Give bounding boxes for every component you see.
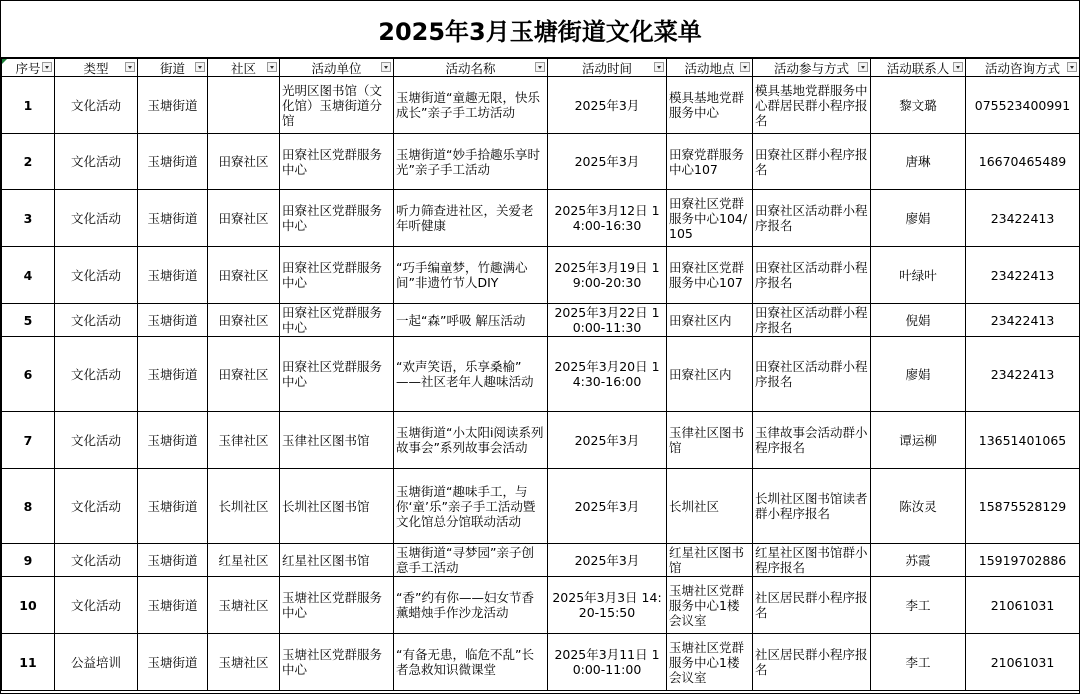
cell-location[interactable]: 田寮社区内 [667,304,753,337]
table-row[interactable] [2,469,1080,544]
cell-time[interactable]: 2025年3月11日 10:00-11:00 [548,634,667,691]
cell-location[interactable]: 田寮社区党群服务中心107 [667,247,753,304]
cell-time[interactable]: 2025年3月19日 19:00-20:30 [548,247,667,304]
cell-signup-method[interactable]: 田寮社区群小程序报名 [753,134,871,190]
cell-street[interactable]: 玉塘街道 [138,544,208,577]
header-label: 活动联系人 [886,60,950,76]
cell-type[interactable]: 文化活动 [55,134,138,190]
cell-activity-name[interactable]: 玉塘街道“寻梦园”亲子创意手工活动 [394,544,548,577]
header-label: 活动时间 [581,60,632,76]
cell-community[interactable]: 田寮社区 [208,134,280,190]
cell-contact[interactable]: 谭运柳 [871,412,966,469]
cell-organizer[interactable]: 红星社区图书馆 [280,544,394,577]
cell-contact[interactable]: 李工 [871,577,966,634]
header-label: 活动参与方式 [773,60,849,76]
cell-time[interactable]: 2025年3月20日 14:30-16:00 [548,337,667,412]
cell-type[interactable]: 文化活动 [55,469,138,544]
header-cell [394,59,548,77]
header-cell [55,59,138,77]
cell-type[interactable]: 文化活动 [55,304,138,337]
cell-contact[interactable]: 黎文璐 [871,77,966,134]
cell-type[interactable]: 文化活动 [55,190,138,247]
cell-contact[interactable]: 苏霞 [871,544,966,577]
cell-organizer[interactable]: 田寮社区党群服务中心 [280,190,394,247]
cell-activity-name[interactable]: 听力筛查进社区，关爱老年听健康 [394,190,548,247]
cell-type[interactable]: 文化活动 [55,337,138,412]
table-row[interactable] [2,304,1080,337]
header-label: 序号 [15,60,41,76]
table-row[interactable] [2,412,1080,469]
cell-location[interactable]: 玉律社区图书馆 [667,412,753,469]
cell-activity-name[interactable]: 一起“森”呼吸 解压活动 [394,304,548,337]
header-cell [871,59,966,77]
cell-street[interactable]: 玉塘街道 [138,412,208,469]
header-cell [667,59,753,77]
cell-index[interactable]: 2 [2,134,55,190]
cell-type[interactable]: 文化活动 [55,577,138,634]
cell-contact[interactable]: 李工 [871,634,966,691]
cell-location[interactable]: 田寮党群服务中心107 [667,134,753,190]
cell-street[interactable]: 玉塘街道 [138,337,208,412]
header-cell [966,59,1080,77]
cell-organizer[interactable]: 田寮社区党群服务中心 [280,247,394,304]
cell-phone[interactable]: 23422413 [966,337,1080,412]
cell-time[interactable]: 2025年3月 [548,544,667,577]
cell-index[interactable]: 10 [2,577,55,634]
cell-time[interactable]: 2025年3月 [548,77,667,134]
cell-index[interactable]: 5 [2,304,55,337]
header-label: 活动咨询方式 [984,60,1060,76]
cell-location[interactable]: 模具基地党群服务中心 [667,77,753,134]
header-row [2,59,1080,77]
cell-signup-method[interactable]: 田寮社区活动群小程序报名 [753,190,871,247]
cell-organizer[interactable]: 长圳社区图书馆 [280,469,394,544]
cell-signup-method[interactable]: 田寮社区活动群小程序报名 [753,247,871,304]
cell-index[interactable]: 4 [2,247,55,304]
filter-dropdown-icon[interactable] [654,62,664,72]
cell-location[interactable]: 田寮社区党群服务中心104/105 [667,190,753,247]
header-label: 社区 [230,60,256,76]
cell-street[interactable]: 玉塘街道 [138,304,208,337]
cell-type[interactable]: 文化活动 [55,247,138,304]
table-row[interactable] [2,134,1080,190]
cell-street[interactable]: 玉塘街道 [138,634,208,691]
header-cell [208,59,280,77]
cell-organizer[interactable]: 光明区图书馆（文化馆）玉塘街道分馆 [280,77,394,134]
cell-location[interactable]: 田寮社区内 [667,337,753,412]
table-row[interactable] [2,544,1080,577]
cell-time[interactable]: 2025年3月12日 14:00-16:30 [548,190,667,247]
cell-signup-method[interactable]: 长圳社区图书馆读者群小程序报名 [753,469,871,544]
table-row[interactable] [2,634,1080,691]
cell-street[interactable]: 玉塘街道 [138,77,208,134]
filter-dropdown-icon[interactable] [535,62,545,72]
cell-organizer[interactable]: 田寮社区党群服务中心 [280,337,394,412]
header-cell [548,59,667,77]
filter-dropdown-icon[interactable] [858,62,868,72]
cell-type[interactable]: 文化活动 [55,77,138,134]
cell-index[interactable]: 8 [2,469,55,544]
activity-table [1,58,1080,691]
filter-dropdown-icon[interactable] [381,62,391,72]
cell-community[interactable]: 长圳社区 [208,469,280,544]
cell-contact[interactable]: 叶绿叶 [871,247,966,304]
cell-index[interactable]: 7 [2,412,55,469]
header-label: 活动名称 [445,60,496,76]
cell-signup-method[interactable]: 社区居民群小程序报名 [753,577,871,634]
cell-signup-method[interactable]: 社区居民群小程序报名 [753,634,871,691]
cell-community[interactable]: 红星社区 [208,544,280,577]
cell-phone[interactable]: 15919702886 [966,544,1080,577]
header-label: 活动地点 [684,60,735,76]
cell-community[interactable]: 田寮社区 [208,247,280,304]
cell-contact[interactable]: 唐琳 [871,134,966,190]
cell-organizer[interactable]: 玉塘社区党群服务中心 [280,634,394,691]
table-row[interactable] [2,247,1080,304]
table-row[interactable] [2,577,1080,634]
header-label: 活动单位 [311,60,362,76]
cell-index[interactable]: 11 [2,634,55,691]
cell-index[interactable]: 3 [2,190,55,247]
cell-activity-name[interactable]: “香”约有你——妇女节香薰蜡烛手作沙龙活动 [394,577,548,634]
header-label: 街道 [159,60,185,76]
cell-signup-method[interactable]: 田寮社区活动群小程序报名 [753,304,871,337]
cell-time[interactable]: 2025年3月 [548,412,667,469]
cell-index[interactable]: 9 [2,544,55,577]
filter-dropdown-icon[interactable] [1067,62,1077,72]
cell-community[interactable]: 田寮社区 [208,337,280,412]
cell-community[interactable]: 玉塘社区 [208,634,280,691]
cell-signup-method[interactable]: 模具基地党群服务中心群居民群小程序报名 [753,77,871,134]
table-body [2,77,1080,691]
filter-dropdown-icon[interactable] [267,62,277,72]
cell-phone[interactable]: 16670465489 [966,134,1080,190]
filter-dropdown-icon[interactable] [195,62,205,72]
cell-organizer[interactable]: 田寮社区党群服务中心 [280,134,394,190]
cell-type[interactable]: 文化活动 [55,412,138,469]
cell-time[interactable]: 2025年3月22日 10:00-11:30 [548,304,667,337]
filter-dropdown-icon[interactable] [740,62,750,72]
filter-dropdown-icon[interactable] [42,62,52,72]
cell-index[interactable]: 1 [2,77,55,134]
cell-activity-name[interactable]: 玉塘街道“妙手拾趣乐享时光”亲子手工活动 [394,134,548,190]
header-cell [2,59,55,77]
header-label: 类型 [83,60,109,76]
table-row[interactable] [2,337,1080,412]
cell-activity-name[interactable]: “欢声笑语，乐享桑榆” ——社区老年人趣味活动 [394,337,548,412]
comment-marker-icon [2,59,7,64]
cell-time[interactable]: 2025年3月 [548,134,667,190]
cell-street[interactable]: 玉塘街道 [138,190,208,247]
cell-phone[interactable]: 21061031 [966,634,1080,691]
cell-contact[interactable]: 倪娟 [871,304,966,337]
cell-location[interactable]: 玉塘社区党群服务中心1楼会议室 [667,634,753,691]
cell-activity-name[interactable]: “巧手编童梦，竹趣满心间”非遗竹节人DIY [394,247,548,304]
cell-contact[interactable]: 陈汝灵 [871,469,966,544]
cell-community[interactable]: 田寮社区 [208,304,280,337]
cell-community[interactable]: 田寮社区 [208,190,280,247]
cell-phone[interactable]: 15875528129 [966,469,1080,544]
cell-street[interactable]: 玉塘街道 [138,577,208,634]
cell-contact[interactable]: 廖娟 [871,190,966,247]
cell-index[interactable]: 6 [2,337,55,412]
cell-signup-method[interactable]: 田寮社区活动群小程序报名 [753,337,871,412]
cell-phone[interactable]: 23422413 [966,247,1080,304]
header-cell [138,59,208,77]
cell-organizer[interactable]: 玉律社区图书馆 [280,412,394,469]
cell-signup-method[interactable]: 玉律故事会活动群小程序报名 [753,412,871,469]
cell-street[interactable]: 玉塘街道 [138,134,208,190]
filter-dropdown-icon[interactable] [953,62,963,72]
cell-phone[interactable]: 23422413 [966,190,1080,247]
cell-street[interactable]: 玉塘街道 [138,247,208,304]
cell-contact[interactable]: 廖娟 [871,337,966,412]
cell-street[interactable]: 玉塘街道 [138,469,208,544]
table-row[interactable] [2,190,1080,247]
cell-community[interactable]: 玉塘社区 [208,577,280,634]
cell-time[interactable]: 2025年3月3日 14:20-15:50 [548,577,667,634]
cell-organizer[interactable]: 田寮社区党群服务中心 [280,304,394,337]
cell-activity-name[interactable]: “有备无患，临危不乱”长者急救知识微课堂 [394,634,548,691]
cell-type[interactable]: 文化活动 [55,544,138,577]
cell-activity-name[interactable]: 玉塘街道“小太阳i阅读系列故事会”系列故事会活动 [394,412,548,469]
cell-phone[interactable]: 21061031 [966,577,1080,634]
cell-activity-name[interactable]: 玉塘街道“童趣无限，快乐成长”亲子手工坊活动 [394,77,548,134]
cell-type[interactable]: 公益培训 [55,634,138,691]
header-cell [280,59,394,77]
filter-dropdown-icon[interactable] [125,62,135,72]
cell-location[interactable]: 玉塘社区党群服务中心1楼会议室 [667,577,753,634]
cell-signup-method[interactable]: 红星社区图书馆群小程序报名 [753,544,871,577]
cell-phone[interactable]: 075523400991 [966,77,1080,134]
cell-time[interactable]: 2025年3月 [548,469,667,544]
table-row[interactable] [2,77,1080,134]
cell-phone[interactable]: 23422413 [966,304,1080,337]
header-cell [753,59,871,77]
cell-location[interactable]: 红星社区图书馆 [667,544,753,577]
cell-community[interactable]: 玉律社区 [208,412,280,469]
cell-organizer[interactable]: 玉塘社区党群服务中心 [280,577,394,634]
cell-phone[interactable]: 13651401065 [966,412,1080,469]
cell-location[interactable]: 长圳社区 [667,469,753,544]
cell-activity-name[interactable]: 玉塘街道“趣味手工，与你‘童’乐”亲子手工活动暨文化馆总分馆联动活动 [394,469,548,544]
sheet-title: 2025年3月玉塘街道文化菜单 [1,1,1079,58]
cell-community[interactable] [208,77,280,134]
